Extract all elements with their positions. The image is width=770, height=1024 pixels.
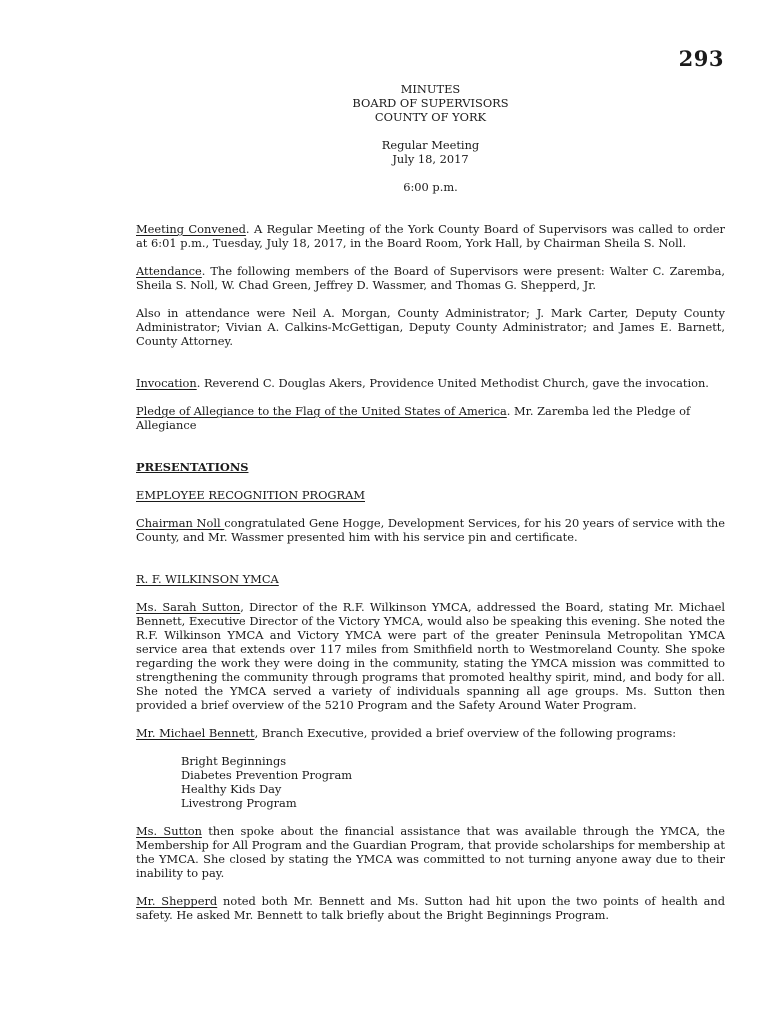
header-minutes: MINUTES	[400, 82, 461, 96]
document-body	[136, 82, 725, 936]
header-meeting-date: July 18, 2017	[392, 152, 469, 166]
attendance-label: Attendance	[136, 264, 202, 278]
bennett-label: Mr. Michael Bennett	[136, 726, 255, 740]
sutton-financial-label: Ms. Sutton	[136, 824, 202, 838]
header-board: BOARD OF SUPERVISORS	[352, 96, 509, 110]
ymca-heading: R. F. WILKINSON YMCA	[136, 572, 279, 586]
program-list-item: Diabetes Prevention Program	[181, 768, 353, 782]
pledge-label: Pledge of Allegiance to the Flag of the United States of America	[136, 404, 507, 418]
sutton-label: Ms. Sarah Sutton	[136, 600, 241, 614]
employee-recognition-paragraph	[136, 516, 725, 544]
program-list-item: Livestrong Program	[181, 796, 297, 810]
also-attending-paragraph: Also in attendance were Neil A. Morgan, County Administrator; J. Mark Carter, Deputy County Administrator; Vivian A. Calkins-McGettigan, Deputy County Administrator; and James E. Barnett, County Attorney.	[136, 306, 725, 348]
shepperd-paragraph	[136, 894, 725, 922]
sutton-paragraph	[136, 600, 725, 712]
employee-recognition-text: congratulated Gene Hogge, Development Services, for his 20 years of service with the County, and Mr. Wassmer presented him with his service pin and certificate.	[136, 516, 725, 544]
presentations-heading: PRESENTATIONS	[136, 460, 249, 474]
pledge-text: . Mr. Zaremba led the Pledge of Allegiance	[136, 404, 691, 432]
shepperd-label: Mr. Shepperd	[136, 894, 218, 908]
header-county: COUNTY OF YORK	[374, 110, 487, 124]
attendance-paragraph	[136, 264, 725, 292]
bennett-text: , Branch Executive, provided a brief overview of the following programs:	[254, 726, 677, 740]
chairman-noll-label: Chairman Noll	[136, 516, 225, 530]
pledge-paragraph	[136, 404, 725, 432]
shepperd-text: noted both Mr. Bennett and Ms. Sutton had hit upon the two points of health and safety. He asked Mr. Bennett to talk briefly about the Bright Beginnings Program.	[136, 894, 725, 922]
bennett-paragraph	[136, 726, 725, 740]
attendance-text: . The following members of the Board of Supervisors were present: Walter C. Zaremba, Sheila S. Noll, W. Chad Green, Jeffrey D. Wassmer, and Thomas G. Shepperd, Jr.	[136, 264, 725, 292]
sutton-text: , Director of the R.F. Wilkinson YMCA, addressed the Board, stating Mr. Michael Bennett, Executive Director of the Victory YMCA, would also be speaking this evening. She noted the R.F. Wilkinson YMCA and Victory YMCA were part of the greater Peninsula Metropolitan YMCA service area that extends over 117 miles from Smithfield north to Westmoreland County. She spoke regarding the work they were doing in the community, stating the YMCA mission was committed to strengthening the community through programs that promoted healthy spirit, mind, and body for all. She noted the YMCA served a variety of individuals spanning all age groups. Ms. Sutton then provided a brief overview of the 5210 Program and the Safety Around Water Program.	[136, 600, 725, 712]
sutton-financial-paragraph	[136, 824, 725, 880]
page-number: 293	[678, 46, 724, 71]
program-list-item: Healthy Kids Day	[181, 782, 282, 796]
meeting-convened-label: Meeting Convened	[136, 222, 246, 236]
header-meeting-type: Regular Meeting	[381, 138, 480, 152]
employee-recognition-heading: EMPLOYEE RECOGNITION PROGRAM	[136, 488, 365, 502]
header-meeting-time: 6:00 p.m.	[403, 180, 458, 194]
meeting-convened-text: . A Regular Meeting of the York County Board of Supervisors was called to order at 6:01 p.m., Tuesday, July 18, 2017, in the Board Room, York Hall, by Chairman Sheila S. Noll.	[136, 222, 725, 250]
meeting-convened-paragraph	[136, 222, 725, 250]
sutton-financial-text: then spoke about the financial assistance that was available through the YMCA, the Membership for All Program and the Guardian Program, that provide scholarships for membership at the YMCA. She closed by stating the YMCA was committed to not turning anyone away due to their inability to pay.	[136, 824, 725, 880]
program-list	[136, 754, 725, 810]
document-header	[136, 82, 725, 194]
invocation-label: Invocation	[136, 376, 197, 390]
invocation-text: . Reverend C. Douglas Akers, Providence United Methodist Church, gave the invocation.	[196, 376, 709, 390]
program-list-item: Bright Beginnings	[181, 754, 287, 768]
invocation-paragraph	[136, 376, 725, 390]
